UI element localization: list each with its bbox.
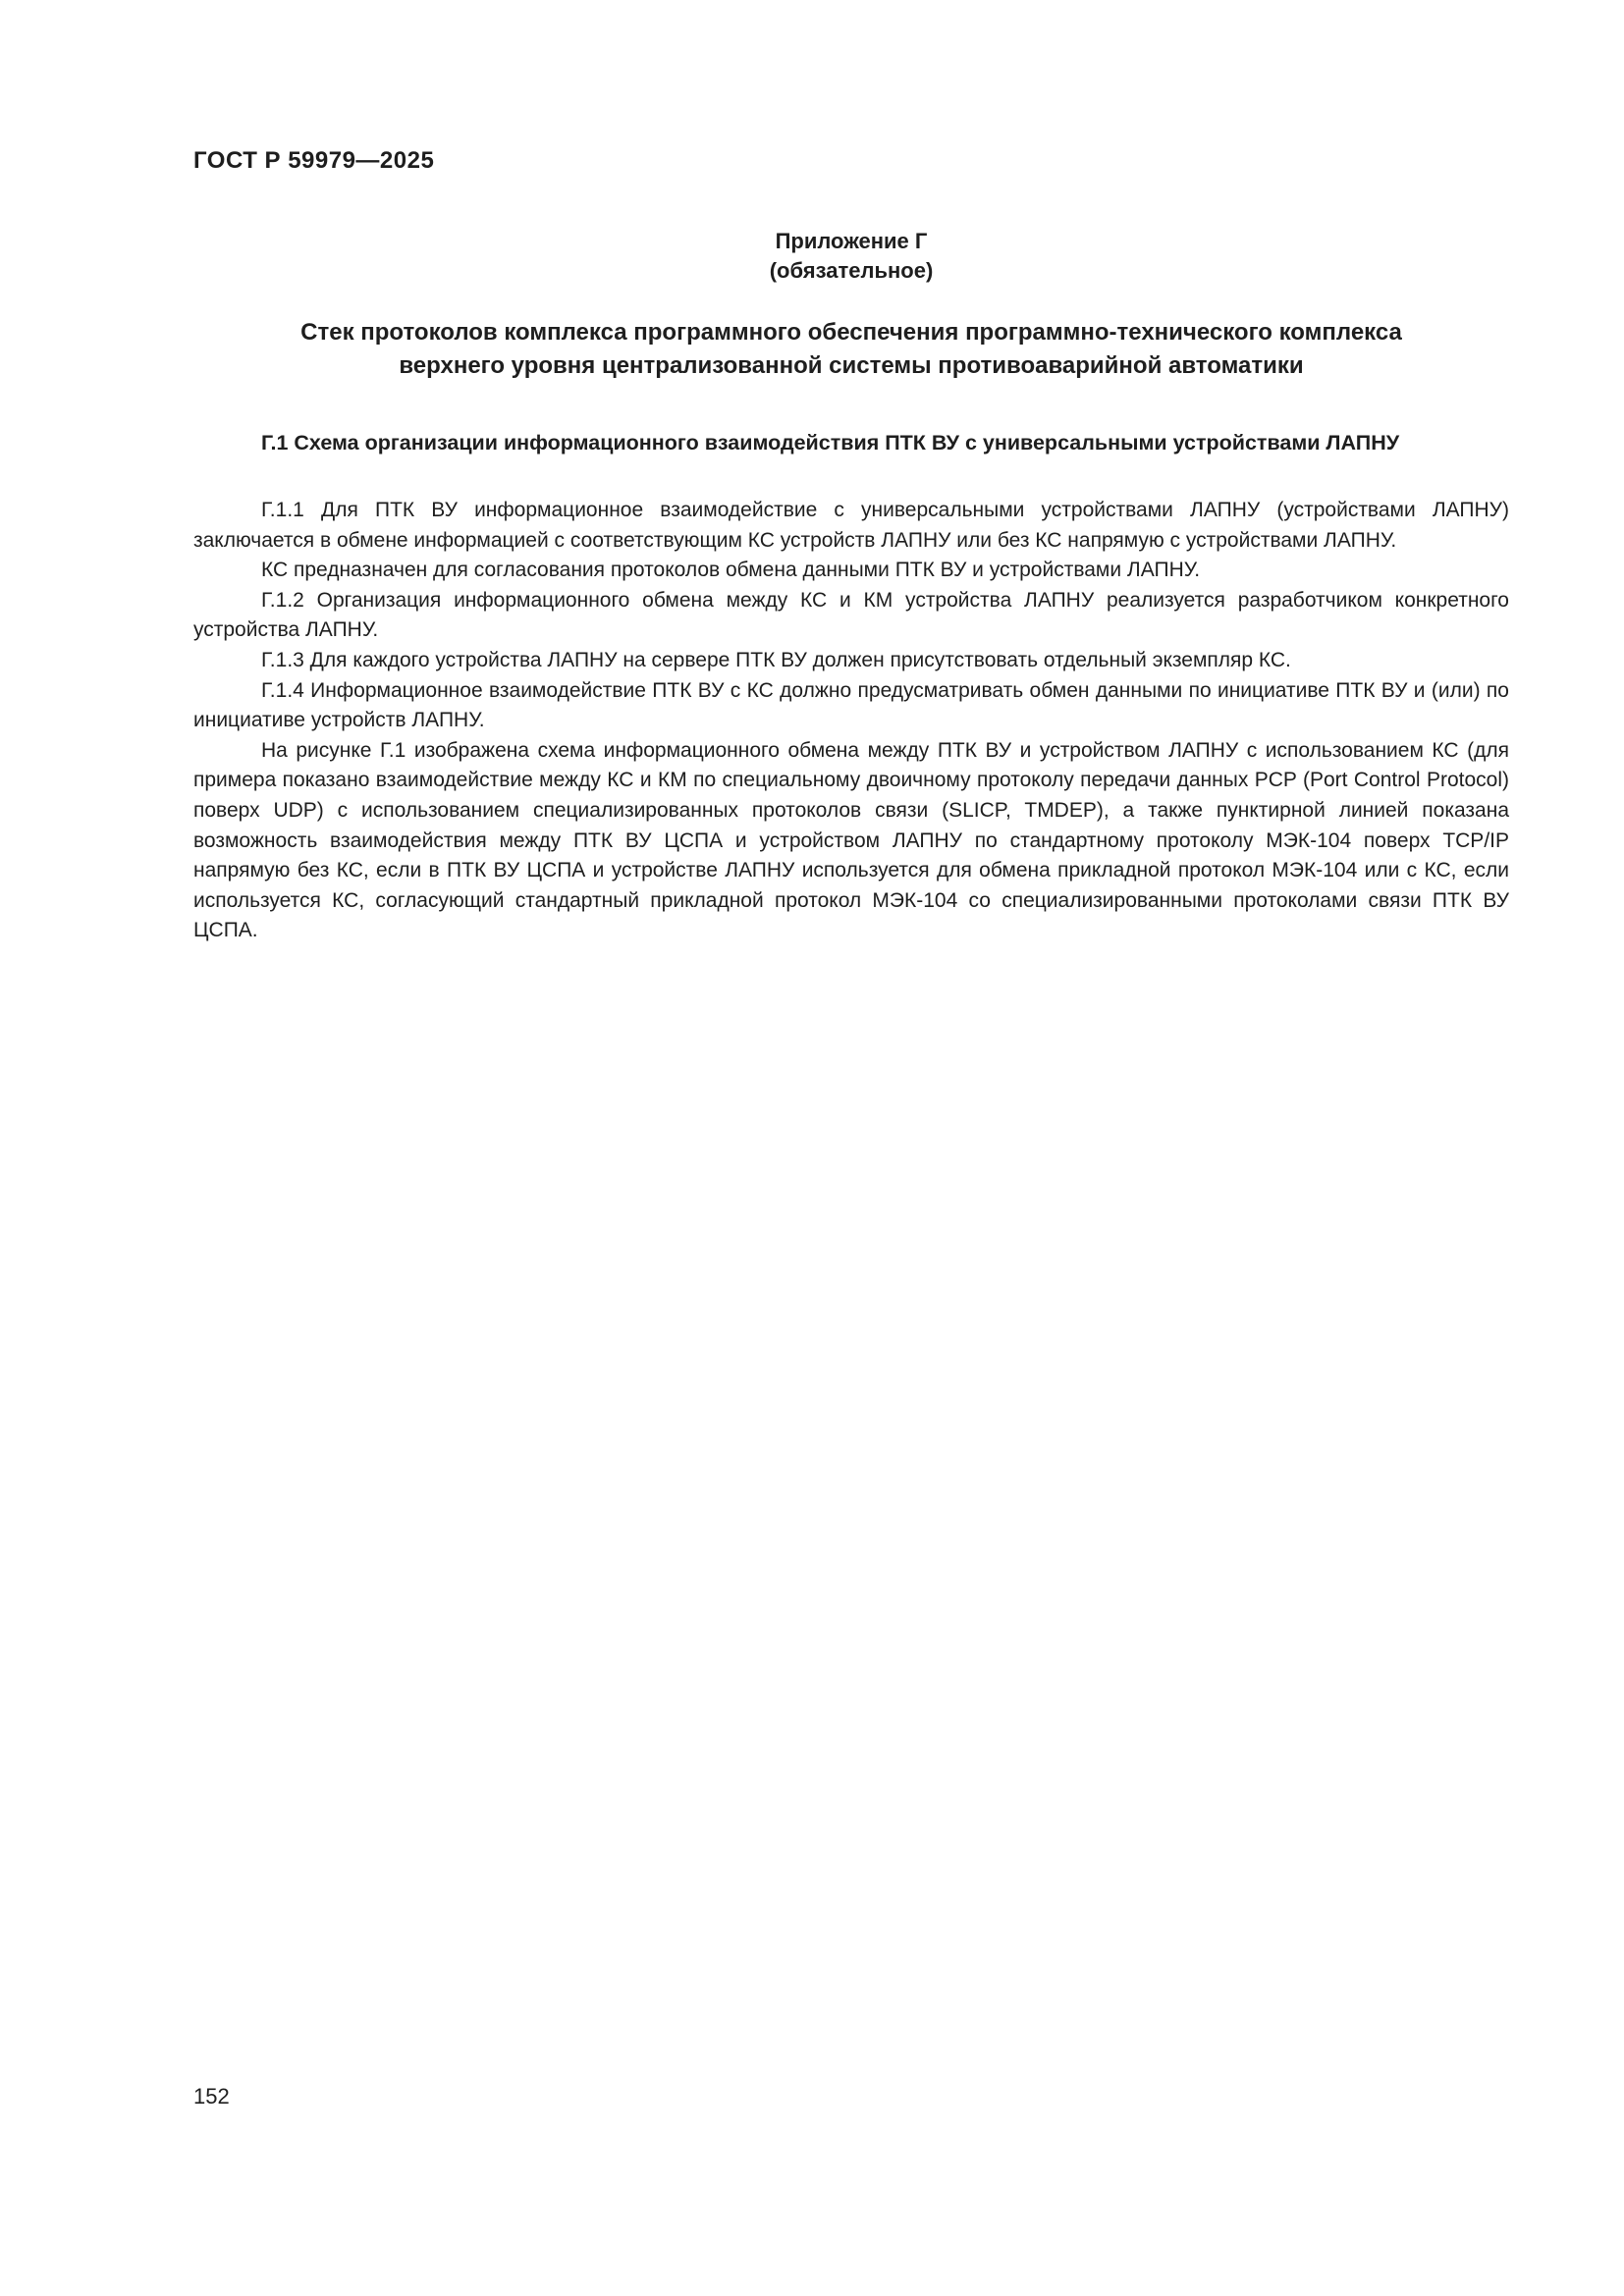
- paragraph-g-1-3: Г.1.3 Для каждого устройства ЛАПНУ на сервере ПТК ВУ должен присутствовать отдельный экземпляр КС.: [261, 648, 1291, 671]
- paragraph-figure-description: На рисунке Г.1 изображена схема информационного обмена между ПТК ВУ и устройством ЛАПНУ с использованием КС (для примера показано взаимодействие между КС и КМ по специальному двоичному протоколу передачи данных PCP (Port Control Protocol) поверх UDP) с использованием специализированных протоколов связи (SLICP, TMDEP), а также пунктирной линией показана возможность взаимодействия между ПТК ВУ ЦСПА и устройством ЛАПНУ по стандартному протоколу МЭК-104 поверх TCP/IP напрямую без КС, если в ПТК ВУ ЦСПА и устройстве ЛАПНУ используется для обмена прикладной протокол МЭК-104 или с КС, если используется КС, согласующий стандартный прикладной протокол МЭК-104 со специализированными протоколами связи ПТК ВУ ЦСПА.: [193, 738, 1509, 942]
- appendix-status: (обязательное): [769, 258, 934, 283]
- appendix-heading: [193, 227, 1509, 286]
- appendix-title-line-2: верхнего уровня централизованной системы противоаварийной автоматики: [399, 352, 1304, 379]
- appendix-label: Приложение Г: [775, 229, 928, 253]
- body-text: [193, 496, 1509, 946]
- document-id: ГОСТ Р 59979—2025: [193, 147, 435, 174]
- section-heading: Г.1 Схема организации информационного взаимодействия ПТК ВУ с универсальными устройствами ЛАПНУ: [261, 431, 1400, 454]
- paragraph-g-1-1: Г.1.1 Для ПТК ВУ информационное взаимодействие с универсальными устройствами ЛАПНУ (устройствами ЛАПНУ) заключается в обмене информацией с соответствующим КС устройств ЛАПНУ или без КС напрямую с устройствами ЛАПНУ.: [193, 499, 1509, 552]
- paragraph-g-1-4: Г.1.4 Информационное взаимодействие ПТК ВУ с КС должно предусматривать обмен данными по инициативе ПТК ВУ и (или) по инициативе устройств ЛАПНУ.: [193, 678, 1509, 732]
- paragraph-ks-purpose: КС предназначен для согласования протоколов обмена данными ПТК ВУ и устройствами ЛАПНУ.: [261, 559, 1201, 582]
- appendix-title: [193, 316, 1509, 383]
- paragraph-g-1-2: Г.1.2 Организация информационного обмена между КС и КМ устройства ЛАПНУ реализуется разработчиком конкретного устройства ЛАПНУ.: [193, 588, 1509, 642]
- appendix-title-line-1: Стек протоколов комплекса программного обеспечения программно-технического комплекса: [300, 319, 1402, 346]
- page-number: 152: [193, 2084, 230, 2109]
